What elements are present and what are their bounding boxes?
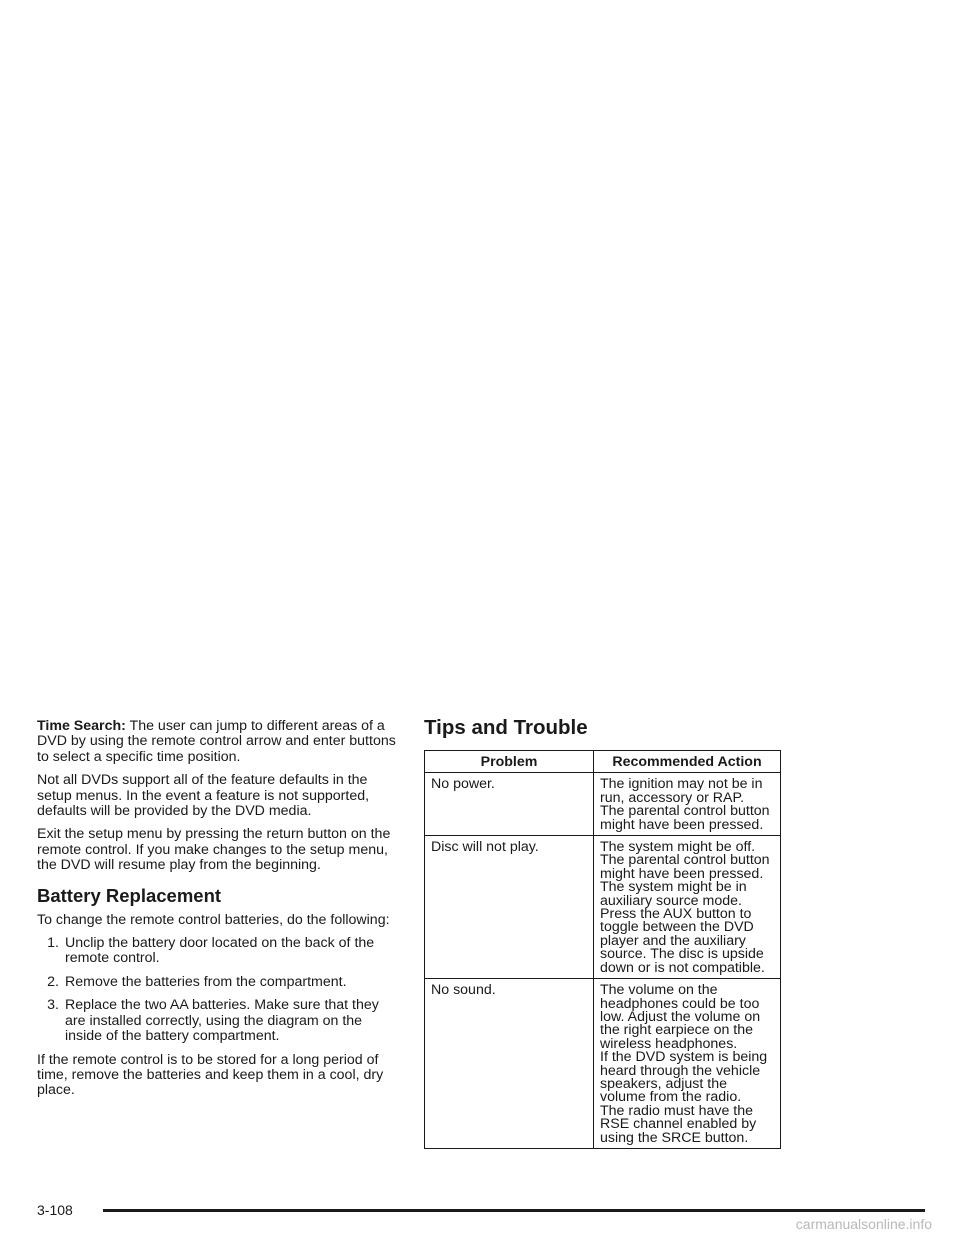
right-column [424, 716, 782, 1149]
problem-cell: No power. [425, 773, 594, 836]
defaults-paragraph: Not all DVDs support all of the feature defaults in the setup menus. In the event a feature is not supported, defaults will be provided by the DVD media. [37, 772, 370, 820]
step-text: Remove the batteries from the compartment. [65, 973, 347, 990]
step-text: Replace the two AA batteries. Make sure that they are installed correctly, using the diagram on the inside of the battery compartment. [65, 997, 379, 1045]
footer-divider [103, 1209, 925, 1212]
action-cell: The system might be off. The parental control button might have been pressed. The system might be in auxiliary source mode. Press the AUX button to toggle between the DVD player and the auxiliary source. The disc is upside down or is not compatible. [594, 836, 781, 979]
left-column [37, 719, 401, 1107]
table-header-row [425, 751, 781, 773]
troubleshooting-table [424, 750, 781, 1149]
step-number: 2. [47, 973, 59, 990]
page-number: 3-108 [37, 1202, 73, 1218]
step-number: 1. [47, 935, 59, 952]
time-search-label: Time Search: [37, 718, 126, 734]
table-row [425, 836, 781, 979]
step-text: Unclip the battery door located on the back of the remote control. [65, 935, 375, 967]
list-item [37, 998, 401, 1044]
storage-paragraph: If the remote control is to be stored for a long period of time, remove the batteries and keep them in a cool, dry place. [37, 1051, 384, 1099]
table-row [425, 979, 781, 1149]
list-item [37, 975, 401, 990]
time-search-text: The user can jump to different areas of a DVD by using the remote control arrow and enter buttons to select a specific time position. [37, 718, 396, 765]
problem-cell: No sound. [425, 979, 594, 1149]
list-item [37, 936, 401, 967]
time-search-paragraph [37, 719, 401, 765]
battery-replacement-heading: Battery Replacement [37, 884, 222, 906]
battery-intro: To change the remote control batteries, do the following: [37, 911, 390, 928]
column-header-problem: Problem [425, 751, 594, 773]
problem-cell: Disc will not play. [425, 836, 594, 979]
action-cell: The volume on the headphones could be too low. Adjust the volume on the right earpiece on the wireless headphones. If the DVD system is being heard through the vehicle speakers, adjust the volume from the radio. The radio must have the RSE channel enabled by using the SRCE button. [594, 979, 781, 1149]
tips-and-trouble-heading: Tips and Trouble [424, 716, 588, 739]
table-row [425, 773, 781, 836]
step-number: 3. [47, 997, 59, 1014]
column-header-action: Recommended Action [594, 751, 781, 773]
battery-steps-list [37, 936, 401, 1044]
action-cell: The ignition may not be in run, accessory or RAP. The parental control button might have been pressed. [594, 773, 781, 836]
watermark: carmanualsonline.info [795, 1216, 932, 1232]
exit-setup-paragraph: Exit the setup menu by pressing the return button on the remote control. If you make changes to the setup menu, the DVD will resume play from the beginning. [37, 826, 391, 874]
